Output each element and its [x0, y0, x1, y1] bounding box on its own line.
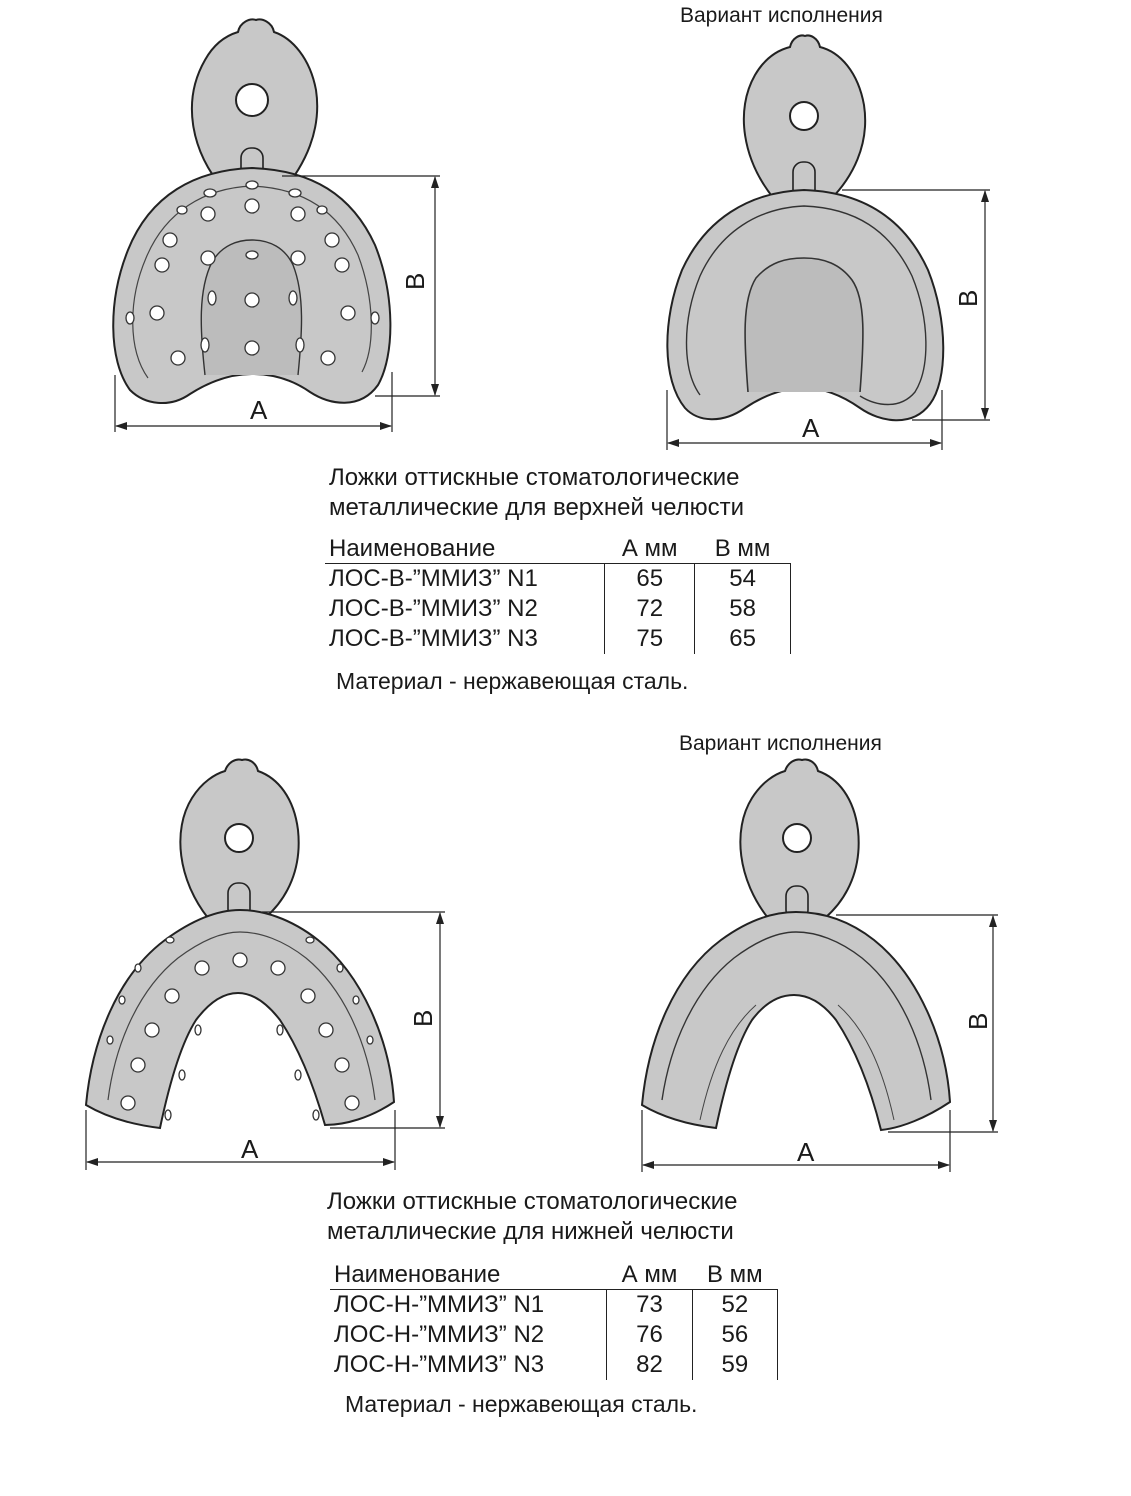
cell-name: ЛОС-В-”ММИЗ” N1 — [325, 564, 605, 595]
lower-perforated-tray — [86, 759, 394, 1128]
header-name: Наименование — [325, 535, 605, 564]
table-row — [325, 624, 791, 654]
upper-title-line1: Ложки оттискные стоматологические — [329, 464, 740, 491]
cell-b: 56 — [692, 1320, 777, 1350]
dim-b-label-3: B — [408, 1009, 438, 1027]
dim-b-label-1: B — [400, 272, 430, 290]
header-b: В мм — [692, 1261, 777, 1290]
upper-material: Материал - нержавеющая сталь. — [336, 668, 689, 694]
cell-b: 54 — [695, 564, 791, 595]
table-row — [330, 1320, 778, 1350]
lower-spec-table — [330, 1261, 778, 1380]
upper-title — [329, 463, 744, 523]
cell-name: ЛОС-Н-”ММИЗ” N2 — [330, 1320, 607, 1350]
cell-name: ЛОС-Н-”ММИЗ” N1 — [330, 1290, 607, 1321]
dim-a-label-1: A — [250, 395, 268, 425]
upper-perforated-tray — [113, 20, 390, 404]
variant-label-top: Вариант исполнения — [680, 4, 883, 27]
table-row — [330, 1350, 778, 1380]
table-row — [325, 564, 791, 595]
header-a: А мм — [605, 535, 695, 564]
table-header-row — [330, 1261, 778, 1290]
cell-b: 58 — [695, 594, 791, 624]
dim-b-label-2: B — [953, 289, 983, 307]
cell-name: ЛОС-В-”ММИЗ” N3 — [325, 624, 605, 654]
upper-spec-table — [325, 535, 791, 654]
table-row — [330, 1290, 778, 1321]
cell-b: 59 — [692, 1350, 777, 1380]
dim-a-label-3: A — [241, 1134, 259, 1164]
cell-a: 73 — [607, 1290, 692, 1321]
variant-label-bottom: Вариант исполнения — [679, 732, 882, 755]
cell-a: 72 — [605, 594, 695, 624]
cell-name: ЛОС-Н-”ММИЗ” N3 — [330, 1350, 607, 1380]
dim-a-label-2: A — [802, 413, 820, 443]
cell-a: 65 — [605, 564, 695, 595]
lower-solid-tray — [642, 759, 950, 1130]
cell-name: ЛОС-В-”ММИЗ” N2 — [325, 594, 605, 624]
lower-title — [327, 1187, 738, 1247]
cell-a: 82 — [607, 1350, 692, 1380]
header-name: Наименование — [330, 1261, 607, 1290]
lower-title-line1: Ложки оттискные стоматологические — [327, 1188, 738, 1215]
upper-solid-tray — [667, 35, 943, 420]
lower-material: Материал - нержавеющая сталь. — [345, 1391, 698, 1417]
cell-b: 52 — [692, 1290, 777, 1321]
table-header-row — [325, 535, 791, 564]
cell-a: 75 — [605, 624, 695, 654]
table-row — [325, 594, 791, 624]
header-a: А мм — [607, 1261, 692, 1290]
dim-a-label-4: A — [797, 1137, 815, 1167]
dim-b-label-4: B — [963, 1012, 993, 1030]
lower-title-line2: металлические для нижней челюсти — [327, 1218, 734, 1245]
cell-a: 76 — [607, 1320, 692, 1350]
cell-b: 65 — [695, 624, 791, 654]
header-b: В мм — [695, 535, 791, 564]
upper-title-line2: металлические для верхней челюсти — [329, 494, 745, 521]
